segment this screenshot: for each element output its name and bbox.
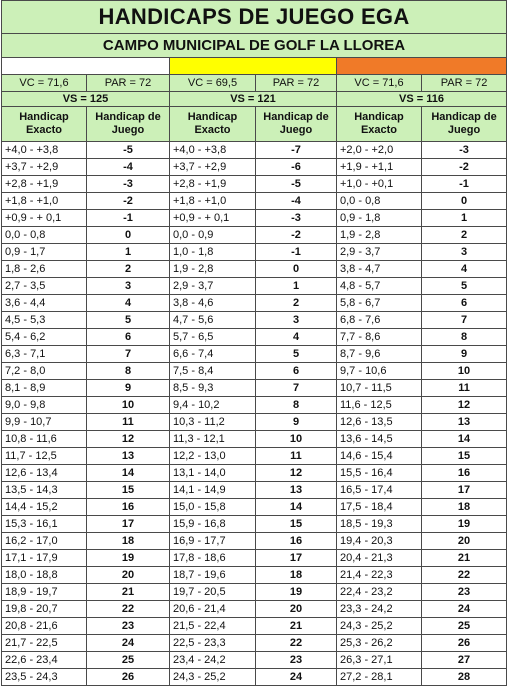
playing-handicap-value: 21	[256, 618, 337, 635]
exact-handicap-range: 7,2 - 8,0	[2, 363, 87, 380]
exact-handicap-range: +2,8 - +1,9	[2, 176, 87, 193]
playing-handicap-value: 19	[256, 584, 337, 601]
table-row	[2, 295, 507, 312]
playing-handicap-value: 16	[256, 533, 337, 550]
playing-handicap-value: -2	[422, 159, 507, 176]
exact-handicap-range: 1,9 - 2,8	[337, 227, 422, 244]
exact-handicap-range: 12,6 - 13,4	[2, 465, 87, 482]
exact-handicap-range: 17,1 - 17,9	[2, 550, 87, 567]
playing-handicap-value: 24	[256, 669, 337, 686]
exact-handicap-range: 3,8 - 4,6	[170, 295, 256, 312]
exact-handicap-range: 19,4 - 20,3	[337, 533, 422, 550]
exact-handicap-range: 24,3 - 25,2	[170, 669, 256, 686]
exact-handicap-range: 24,3 - 25,2	[337, 618, 422, 635]
table-row	[2, 550, 507, 567]
playing-handicap-value: -4	[256, 193, 337, 210]
course-rating: VC = 71,6	[337, 75, 422, 92]
table-row	[2, 601, 507, 618]
exact-handicap-range: 7,5 - 8,4	[170, 363, 256, 380]
playing-handicap-value: 26	[422, 635, 507, 652]
exact-handicap-range: 2,7 - 3,5	[2, 278, 87, 295]
exact-handicap-range: 15,3 - 16,1	[2, 516, 87, 533]
playing-handicap-value: 3	[422, 244, 507, 261]
table-row	[2, 431, 507, 448]
table-row	[2, 346, 507, 363]
exact-handicap-range: 11,3 - 12,1	[170, 431, 256, 448]
playing-handicap-value: 9	[256, 414, 337, 431]
table-row	[2, 567, 507, 584]
exact-handicap-range: 1,9 - 2,8	[170, 261, 256, 278]
table-row	[2, 312, 507, 329]
table-row	[2, 159, 507, 176]
playing-handicap-value: 7	[87, 346, 170, 363]
playing-handicap-value: 15	[87, 482, 170, 499]
playing-handicap-value: -4	[87, 159, 170, 176]
table-row	[2, 499, 507, 516]
exact-handicap-range: +3,7 - +2,9	[2, 159, 87, 176]
exact-handicap-range: 13,6 - 14,5	[337, 431, 422, 448]
exact-handicap-range: 17,5 - 18,4	[337, 499, 422, 516]
exact-handicap-range: 15,5 - 16,4	[337, 465, 422, 482]
playing-handicap-value: 23	[256, 652, 337, 669]
exact-handicap-range: 14,6 - 15,4	[337, 448, 422, 465]
playing-handicap-value: 17	[256, 550, 337, 567]
exact-handicap-range: 3,6 - 4,4	[2, 295, 87, 312]
playing-handicap-value: 22	[256, 635, 337, 652]
playing-handicap-value: 23	[422, 584, 507, 601]
exact-handicap-range: +0,9 - + 0,1	[2, 210, 87, 227]
exact-handicap-range: 6,3 - 7,1	[2, 346, 87, 363]
playing-handicap-value: 0	[256, 261, 337, 278]
playing-handicap-value: 1	[422, 210, 507, 227]
exact-handicap-range: 8,1 - 8,9	[2, 380, 87, 397]
table-row	[2, 261, 507, 278]
exact-handicap-range: 9,9 - 10,7	[2, 414, 87, 431]
playing-handicap-value: 15	[422, 448, 507, 465]
course-rating: VC = 69,5	[170, 75, 256, 92]
exact-handicap-range: 3,8 - 4,7	[337, 261, 422, 278]
table-row	[2, 516, 507, 533]
exact-handicap-range: 7,7 - 8,6	[337, 329, 422, 346]
playing-handicap-value: 4	[87, 295, 170, 312]
playing-handicap-value: 10	[422, 363, 507, 380]
playing-handicap-value: 10	[87, 397, 170, 414]
exact-handicap-range: +1,9 - +1,1	[337, 159, 422, 176]
table-row	[2, 635, 507, 652]
table-row	[2, 227, 507, 244]
exact-handicap-range: 11,7 - 12,5	[2, 448, 87, 465]
playing-handicap-value: 11	[422, 380, 507, 397]
playing-handicap-value: 17	[87, 516, 170, 533]
playing-handicap-value: 0	[422, 193, 507, 210]
par-value: PAR = 72	[422, 75, 507, 92]
column-header-exact: Handicap Exacto	[170, 107, 256, 142]
playing-handicap-value: 16	[87, 499, 170, 516]
playing-handicap-value: 6	[87, 329, 170, 346]
playing-handicap-value: -1	[256, 244, 337, 261]
exact-handicap-range: 10,7 - 11,5	[337, 380, 422, 397]
slope-value: VS = 125	[2, 92, 170, 107]
playing-handicap-value: 14	[256, 499, 337, 516]
exact-handicap-range: +2,8 - +1,9	[170, 176, 256, 193]
exact-handicap-range: 12,6 - 13,5	[337, 414, 422, 431]
playing-handicap-value: 22	[422, 567, 507, 584]
playing-handicap-value: 4	[422, 261, 507, 278]
playing-handicap-value: 5	[422, 278, 507, 295]
exact-handicap-range: 14,1 - 14,9	[170, 482, 256, 499]
playing-handicap-value: 19	[422, 516, 507, 533]
playing-handicap-value: -2	[87, 193, 170, 210]
exact-handicap-range: 18,9 - 19,7	[2, 584, 87, 601]
exact-handicap-range: 20,4 - 21,3	[337, 550, 422, 567]
table-row	[2, 193, 507, 210]
playing-handicap-value: 18	[422, 499, 507, 516]
playing-handicap-value: 13	[87, 448, 170, 465]
exact-handicap-range: 21,4 - 22,3	[337, 567, 422, 584]
playing-handicap-value: -3	[256, 210, 337, 227]
exact-handicap-range: 6,6 - 7,4	[170, 346, 256, 363]
exact-handicap-range: +1,0 - +0,1	[337, 176, 422, 193]
playing-handicap-value: 19	[87, 550, 170, 567]
exact-handicap-range: +1,8 - +1,0	[170, 193, 256, 210]
playing-handicap-value: 3	[87, 278, 170, 295]
playing-handicap-value: 25	[87, 652, 170, 669]
table-row	[2, 363, 507, 380]
exact-handicap-range: 27,2 - 28,1	[337, 669, 422, 686]
tee-color-yellow	[170, 58, 337, 75]
playing-handicap-value: 11	[87, 414, 170, 431]
playing-handicap-value: 25	[422, 618, 507, 635]
slope-value: VS = 121	[170, 92, 337, 107]
par-value: PAR = 72	[87, 75, 170, 92]
exact-handicap-range: +0,9 - + 0,1	[170, 210, 256, 227]
exact-handicap-range: 18,0 - 18,8	[2, 567, 87, 584]
playing-handicap-value: 12	[422, 397, 507, 414]
playing-handicap-value: 7	[422, 312, 507, 329]
playing-handicap-value: -6	[256, 159, 337, 176]
table-row	[2, 533, 507, 550]
playing-handicap-value: -1	[422, 176, 507, 193]
playing-handicap-value: 9	[422, 346, 507, 363]
table-row	[2, 465, 507, 482]
column-header-game: Handicap de Juego	[87, 107, 170, 142]
slope-value: VS = 116	[337, 92, 507, 107]
table-row	[2, 414, 507, 431]
exact-handicap-range: 13,1 - 14,0	[170, 465, 256, 482]
exact-handicap-range: 9,0 - 9,8	[2, 397, 87, 414]
sheet-title: HANDICAPS DE JUEGO EGA	[2, 1, 507, 34]
table-row	[2, 176, 507, 193]
exact-handicap-range: 13,5 - 14,3	[2, 482, 87, 499]
playing-handicap-value: 21	[422, 550, 507, 567]
exact-handicap-range: 9,7 - 10,6	[337, 363, 422, 380]
exact-handicap-range: 22,4 - 23,2	[337, 584, 422, 601]
exact-handicap-range: 12,2 - 13,0	[170, 448, 256, 465]
exact-handicap-range: 18,7 - 19,6	[170, 567, 256, 584]
exact-handicap-range: 2,9 - 3,7	[170, 278, 256, 295]
exact-handicap-range: +2,0 - +2,0	[337, 142, 422, 159]
exact-handicap-range: 21,5 - 22,4	[170, 618, 256, 635]
table-row	[2, 142, 507, 159]
playing-handicap-value: 3	[256, 312, 337, 329]
playing-handicap-value: 13	[256, 482, 337, 499]
playing-handicap-value: 6	[256, 363, 337, 380]
playing-handicap-value: 18	[87, 533, 170, 550]
exact-handicap-range: 0,9 - 1,8	[337, 210, 422, 227]
playing-handicap-value: 14	[422, 431, 507, 448]
playing-handicap-value: 13	[422, 414, 507, 431]
playing-handicap-value: 17	[422, 482, 507, 499]
handicap-table	[1, 0, 507, 686]
exact-handicap-range: 14,4 - 15,2	[2, 499, 87, 516]
exact-handicap-range: +4,0 - +3,8	[2, 142, 87, 159]
playing-handicap-value: 24	[422, 601, 507, 618]
exact-handicap-range: 23,5 - 24,3	[2, 669, 87, 686]
playing-handicap-value: -5	[256, 176, 337, 193]
course-rating: VC = 71,6	[2, 75, 87, 92]
playing-handicap-value: 2	[256, 295, 337, 312]
exact-handicap-range: 17,8 - 18,6	[170, 550, 256, 567]
playing-handicap-value: 11	[256, 448, 337, 465]
playing-handicap-value: 21	[87, 584, 170, 601]
playing-handicap-value: 2	[422, 227, 507, 244]
exact-handicap-range: 21,7 - 22,5	[2, 635, 87, 652]
playing-handicap-value: 5	[256, 346, 337, 363]
exact-handicap-range: 5,7 - 6,5	[170, 329, 256, 346]
playing-handicap-value: -1	[87, 210, 170, 227]
exact-handicap-range: +3,7 - +2,9	[170, 159, 256, 176]
playing-handicap-value: 12	[256, 465, 337, 482]
playing-handicap-value: 6	[422, 295, 507, 312]
playing-handicap-value: 10	[256, 431, 337, 448]
playing-handicap-value: 28	[422, 669, 507, 686]
exact-handicap-range: +1,8 - +1,0	[2, 193, 87, 210]
playing-handicap-value: 26	[87, 669, 170, 686]
playing-handicap-value: 14	[87, 465, 170, 482]
exact-handicap-range: 16,5 - 17,4	[337, 482, 422, 499]
playing-handicap-value: 1	[87, 244, 170, 261]
playing-handicap-value: 2	[87, 261, 170, 278]
playing-handicap-value: 18	[256, 567, 337, 584]
exact-handicap-range: +4,0 - +3,8	[170, 142, 256, 159]
column-header-exact: Handicap Exacto	[337, 107, 422, 142]
playing-handicap-value: 23	[87, 618, 170, 635]
column-header-game: Handicap de Juego	[256, 107, 337, 142]
playing-handicap-value: 8	[87, 363, 170, 380]
playing-handicap-value: 20	[87, 567, 170, 584]
exact-handicap-range: 19,8 - 20,7	[2, 601, 87, 618]
table-row	[2, 210, 507, 227]
playing-handicap-value: 16	[422, 465, 507, 482]
exact-handicap-range: 1,0 - 1,8	[170, 244, 256, 261]
exact-handicap-range: 2,9 - 3,7	[337, 244, 422, 261]
table-row	[2, 244, 507, 261]
exact-handicap-range: 16,2 - 17,0	[2, 533, 87, 550]
course-name: CAMPO MUNICIPAL DE GOLF LA LLOREA	[2, 34, 507, 58]
tee-color-white	[2, 58, 170, 75]
exact-handicap-range: 5,8 - 6,7	[337, 295, 422, 312]
playing-handicap-value: 20	[256, 601, 337, 618]
exact-handicap-range: 25,3 - 26,2	[337, 635, 422, 652]
playing-handicap-value: 7	[256, 380, 337, 397]
table-row	[2, 397, 507, 414]
table-row	[2, 482, 507, 499]
playing-handicap-value: 24	[87, 635, 170, 652]
playing-handicap-value: -7	[256, 142, 337, 159]
playing-handicap-value: 22	[87, 601, 170, 618]
column-header-exact: Handicap Exacto	[2, 107, 87, 142]
exact-handicap-range: 8,5 - 9,3	[170, 380, 256, 397]
exact-handicap-range: 1,8 - 2,6	[2, 261, 87, 278]
playing-handicap-value: -3	[422, 142, 507, 159]
exact-handicap-range: 19,7 - 20,5	[170, 584, 256, 601]
exact-handicap-range: 23,3 - 24,2	[337, 601, 422, 618]
exact-handicap-range: 9,4 - 10,2	[170, 397, 256, 414]
playing-handicap-value: 4	[256, 329, 337, 346]
table-row	[2, 584, 507, 601]
table-row	[2, 448, 507, 465]
playing-handicap-value: 9	[87, 380, 170, 397]
exact-handicap-range: 4,8 - 5,7	[337, 278, 422, 295]
playing-handicap-value: -5	[87, 142, 170, 159]
exact-handicap-range: 4,5 - 5,3	[2, 312, 87, 329]
exact-handicap-range: 23,4 - 24,2	[170, 652, 256, 669]
playing-handicap-value: 8	[256, 397, 337, 414]
exact-handicap-range: 0,0 - 0,9	[170, 227, 256, 244]
exact-handicap-range: 10,8 - 11,6	[2, 431, 87, 448]
playing-handicap-value: -2	[256, 227, 337, 244]
table-row	[2, 329, 507, 346]
playing-handicap-value: 1	[256, 278, 337, 295]
table-row	[2, 278, 507, 295]
playing-handicap-value: 12	[87, 431, 170, 448]
playing-handicap-value: 8	[422, 329, 507, 346]
playing-handicap-value: 20	[422, 533, 507, 550]
exact-handicap-range: 10,3 - 11,2	[170, 414, 256, 431]
exact-handicap-range: 22,6 - 23,4	[2, 652, 87, 669]
exact-handicap-range: 22,5 - 23,3	[170, 635, 256, 652]
exact-handicap-range: 8,7 - 9,6	[337, 346, 422, 363]
exact-handicap-range: 20,8 - 21,6	[2, 618, 87, 635]
table-row	[2, 652, 507, 669]
exact-handicap-range: 0,9 - 1,7	[2, 244, 87, 261]
exact-handicap-range: 6,8 - 7,6	[337, 312, 422, 329]
exact-handicap-range: 18,5 - 19,3	[337, 516, 422, 533]
playing-handicap-value: 5	[87, 312, 170, 329]
exact-handicap-range: 0,0 - 0,8	[2, 227, 87, 244]
tee-color-orange	[337, 58, 507, 75]
exact-handicap-range: 26,3 - 27,1	[337, 652, 422, 669]
playing-handicap-value: 15	[256, 516, 337, 533]
exact-handicap-range: 11,6 - 12,5	[337, 397, 422, 414]
table-row	[2, 380, 507, 397]
exact-handicap-range: 5,4 - 6,2	[2, 329, 87, 346]
exact-handicap-range: 4,7 - 5,6	[170, 312, 256, 329]
table-row	[2, 669, 507, 686]
exact-handicap-range: 20,6 - 21,4	[170, 601, 256, 618]
exact-handicap-range: 0,0 - 0,8	[337, 193, 422, 210]
playing-handicap-value: 27	[422, 652, 507, 669]
handicap-sheet	[1, 0, 506, 686]
exact-handicap-range: 15,0 - 15,8	[170, 499, 256, 516]
table-row	[2, 618, 507, 635]
column-header-game: Handicap de Juego	[422, 107, 507, 142]
playing-handicap-value: -3	[87, 176, 170, 193]
par-value: PAR = 72	[256, 75, 337, 92]
exact-handicap-range: 15,9 - 16,8	[170, 516, 256, 533]
exact-handicap-range: 16,9 - 17,7	[170, 533, 256, 550]
playing-handicap-value: 0	[87, 227, 170, 244]
